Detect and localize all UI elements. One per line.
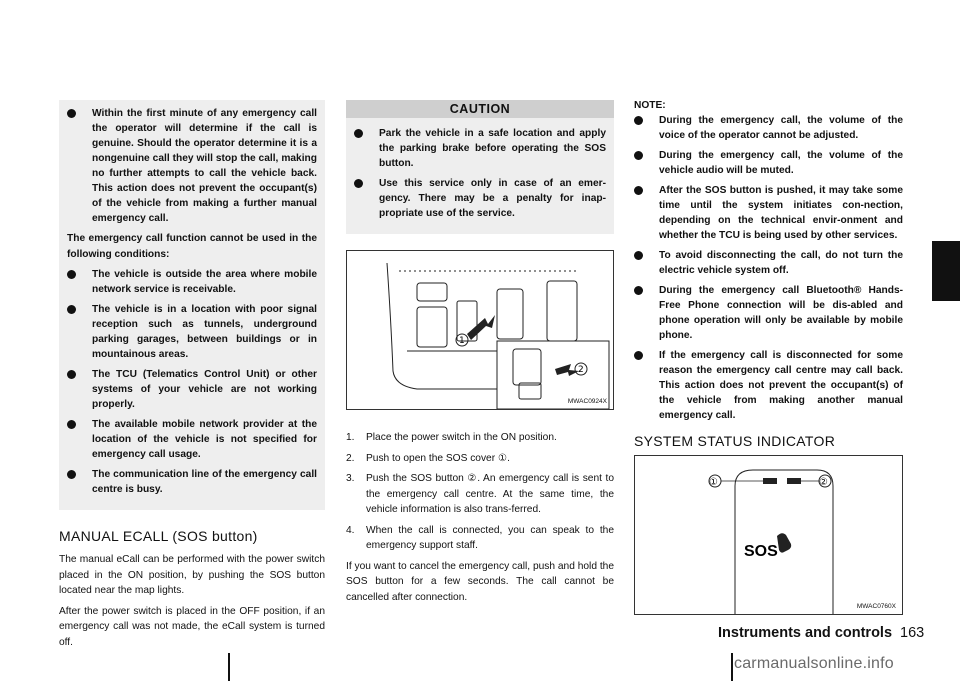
section-heading-status-indicator: SYSTEM STATUS INDICATOR: [634, 433, 836, 449]
paragraph: After the power switch is placed in the OFF position, if an emergency call was not made, the eCall system is turned off.: [59, 605, 325, 648]
conditions-box: [59, 100, 325, 510]
caution-box: [346, 100, 614, 234]
step-item: 3. Push the SOS button ②. An emergency call is sent to the emergency call centre. At the same time, the vehicle information is also trans-ferred.: [346, 473, 614, 515]
conditions-intro: The emergency call function cannot be used in the following conditions:: [67, 233, 317, 260]
condition-item: The communication line of the emergency call centre is busy.: [67, 467, 317, 497]
steps-list: [346, 430, 614, 554]
figure-code: MWAC0924X: [567, 398, 607, 405]
sos-label: SOS: [744, 543, 778, 560]
bullet-genuine-call: Within the first minute of any emergency call the operator will determine if the call is genuine. Should the operator determine it is a nongenuine call they will stop the call, making no further attempts to call the vehicle back. This action does not prevent the occupant(s) of the vehicle from making a further manual emergency call.: [67, 106, 317, 226]
page-number: 163: [900, 625, 925, 641]
status-indicator-figure: [634, 455, 903, 615]
note-item: During the emergency call, the volume of the voice of the operator cannot be adjusted.: [634, 113, 903, 143]
callout-1: 1: [459, 336, 465, 346]
step-item: 4. When the call is connected, you can speak to the emergency support staff.: [346, 524, 614, 551]
figure-code: MWAC0760X: [856, 603, 896, 610]
sos-button-figure: [346, 250, 614, 410]
caution-item: Use this service only in case of an emer-gency. There may be a penalty for inap-propriate use of the service.: [354, 176, 606, 221]
phone-icon: [777, 533, 791, 552]
condition-item: The vehicle is outside the area where mobile network service is receivable.: [67, 267, 317, 297]
note-item: During the emergency call Bluetooth® Hands- Free Phone connection will be dis-abled and phone operation will only be available by mobile phone.: [634, 283, 903, 343]
status-callout-2: ②: [819, 477, 828, 488]
overhead-console-illustration: [347, 251, 613, 409]
callout-2: 2: [578, 365, 584, 375]
crop-mark: [228, 653, 230, 681]
footer-section-title: Instruments and controls: [718, 625, 893, 641]
cancel-paragraph: If you want to cancel the emergency call, push and hold the SOS button for a few seconds. The call cannot be cancelled after connection.: [346, 560, 614, 603]
note-item: If the emergency call is disconnected for some reason the emergency call centre may call back. This action does not prevent the occupant(s) of the vehicle from making another manual emergency call.: [634, 348, 903, 423]
section-heading-manual-ecall: MANUAL ECALL (SOS button): [59, 528, 258, 544]
right-column: [634, 100, 903, 615]
crop-mark: [731, 653, 733, 681]
condition-item: The available mobile network provider at the location of the vehicle is not specified for emergency call usage.: [67, 417, 317, 462]
condition-item: The TCU (Telematics Control Unit) or other systems of your vehicle are not working properly.: [67, 367, 317, 412]
note-item: To avoid disconnecting the call, do not turn the electric vehicle system off.: [634, 248, 903, 278]
note-item: During the emergency call, the volume of the vehicle audio will be muted.: [634, 148, 903, 178]
step-item: 1. Place the power switch in the ON position.: [346, 432, 557, 443]
watermark: carmanualsonline.info: [734, 655, 894, 672]
caution-title: CAUTION: [346, 100, 614, 118]
step-item: 2. Push to open the SOS cover ①.: [346, 452, 510, 464]
status-callout-1: ①: [709, 477, 718, 488]
note-item: After the SOS button is pushed, it may take some time until the system initiates con-nection, depending on the technical envir-onment and whether the TCU is being used by other services.: [634, 183, 903, 243]
page-footer: [718, 625, 924, 641]
caution-item: Park the vehicle in a safe location and apply the parking brake before operating the SOS button.: [354, 126, 606, 171]
sos-unit-illustration: [635, 456, 902, 614]
paragraph: The manual eCall can be performed with the power switch placed in the ON position, by pushing the SOS button located near the map lights.: [59, 554, 325, 596]
condition-item: The vehicle is in a location with poor signal reception such as tunnels, underground parking garages, between buildings or in mountainous areas.: [67, 302, 317, 362]
middle-column: [346, 100, 614, 610]
left-column: [59, 100, 325, 655]
section-tab: [932, 241, 960, 301]
note-label: NOTE:: [634, 100, 666, 111]
